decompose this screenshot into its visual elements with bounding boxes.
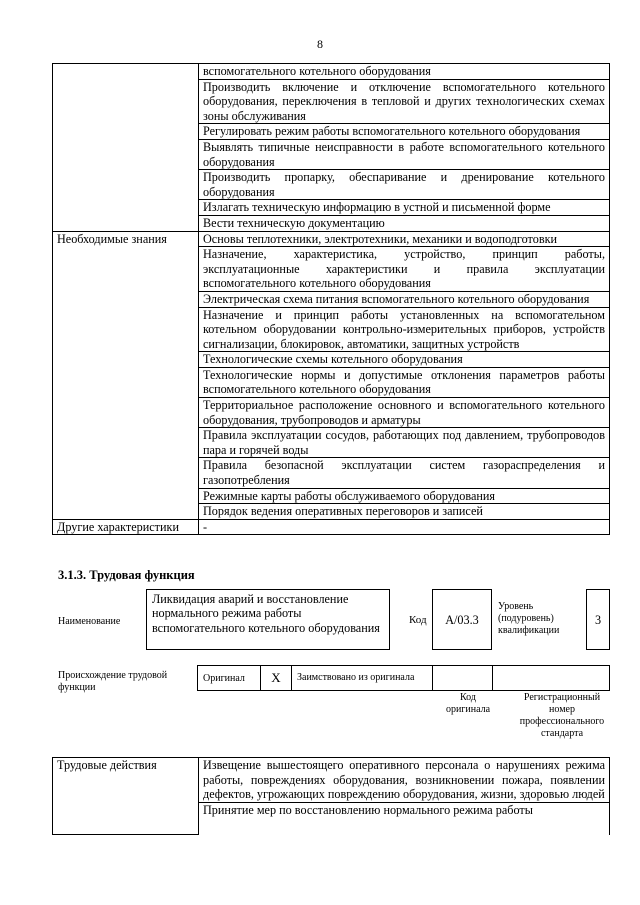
divider [260, 665, 261, 691]
knowledge-item: Технологические схемы котельного оборудования [199, 352, 610, 368]
knowledge-item: Электрическая схема питания вспомогательного котельного оборудования [199, 291, 610, 307]
knowledge-item: Порядок ведения оперативных переговоров и записей [199, 504, 610, 520]
table-row [53, 64, 610, 80]
code-label: Код [409, 614, 427, 626]
reg-number-caption: Регистрационный номер профессионального стандарта [519, 692, 605, 739]
other-characteristics-label: Другие характеристики [53, 519, 199, 535]
competency-table [52, 63, 610, 535]
knowledge-item: Территориальное расположение основного и вспомогательного котельного оборудования, трубопроводов и арматуры [199, 398, 610, 428]
knowledge-item: Основы теплотехники, электротехники, механики и водоподготовки [199, 231, 610, 247]
knowledge-item: Назначение и принцип работы установленных на вспомогательном котельном оборудовании контрольно-измерительных приборов, устройств сигнализации, блокировок, автоматики, защитных устройств [199, 307, 610, 352]
table-row [53, 519, 610, 535]
page-number: 8 [317, 37, 323, 51]
level-label: Уровень (подуровень) квалификации [498, 601, 560, 636]
name-label: Наименование [58, 616, 121, 627]
skill-item: Регулировать режим работы вспомогательного котельного оборудования [199, 124, 610, 140]
divider [432, 665, 433, 691]
other-characteristics-value: - [199, 519, 610, 535]
knowledge-item: Режимные карты работы обслуживаемого оборудования [199, 488, 610, 504]
skill-item: Производить включение и отключение вспомогательного котельного оборудования, переключения в тепловой и других технологических схемах зоны обслуживания [199, 79, 610, 124]
table-row [53, 231, 610, 247]
origin-label: Происхождение трудовой функции [58, 670, 168, 693]
labor-actions-table [52, 757, 610, 835]
skill-item: вспомогательного котельного оборудования [199, 64, 610, 80]
code-value-box: А/03.3 [432, 589, 492, 650]
original-label: Оригинал [203, 673, 245, 684]
labor-actions-label: Трудовые действия [53, 758, 199, 835]
skill-item: Излагать техническую информацию в устной и письменной форме [199, 200, 610, 216]
skills-label-cell [53, 64, 199, 232]
knowledge-label: Необходимые знания [53, 231, 199, 519]
section-title: 3.1.3. Трудовая функция [58, 568, 195, 582]
labor-action-item: Принятие мер по восстановлению нормального режима работы [199, 802, 610, 835]
skill-item: Производить пропарку, обеспаривание и дренирование котельного оборудования [199, 170, 610, 200]
level-value-box: 3 [586, 589, 610, 650]
divider [492, 665, 493, 691]
divider [291, 665, 292, 691]
knowledge-item: Правила эксплуатации сосудов, работающих под давлением, трубопроводов пара и горячей воды [199, 428, 610, 458]
knowledge-item: Правила безопасной эксплуатации систем газораспределения и газопотребления [199, 458, 610, 488]
function-name-box: Ликвидация аварий и восстановление нормального режима работы вспомогательного котельного оборудования [146, 589, 390, 650]
knowledge-item: Технологические нормы и допустимые отклонения параметров работы вспомогательного котельного оборудования [199, 367, 610, 397]
origin-code-caption: Код оригинала [445, 692, 491, 715]
skill-item: Выявлять типичные неисправности в работе вспомогательного котельного оборудования [199, 139, 610, 169]
knowledge-item: Назначение, характеристика, устройство, принцип работы, эксплуатационные характеристики и правила эксплуатации вспомогательного котельного оборудования [199, 247, 610, 292]
labor-action-item: Извещение вышестоящего оперативного персонала о нарушениях режима работы, повреждениях оборудования, возникновении пожара, появлении дефектов, угрожающих повреждению оборудования, жизни, здоровью людей [199, 758, 610, 803]
skill-item: Вести техническую документацию [199, 215, 610, 231]
table-row [53, 758, 610, 803]
original-check-mark: X [271, 670, 281, 685]
borrowed-label: Заимствовано из оригинала [297, 672, 415, 683]
